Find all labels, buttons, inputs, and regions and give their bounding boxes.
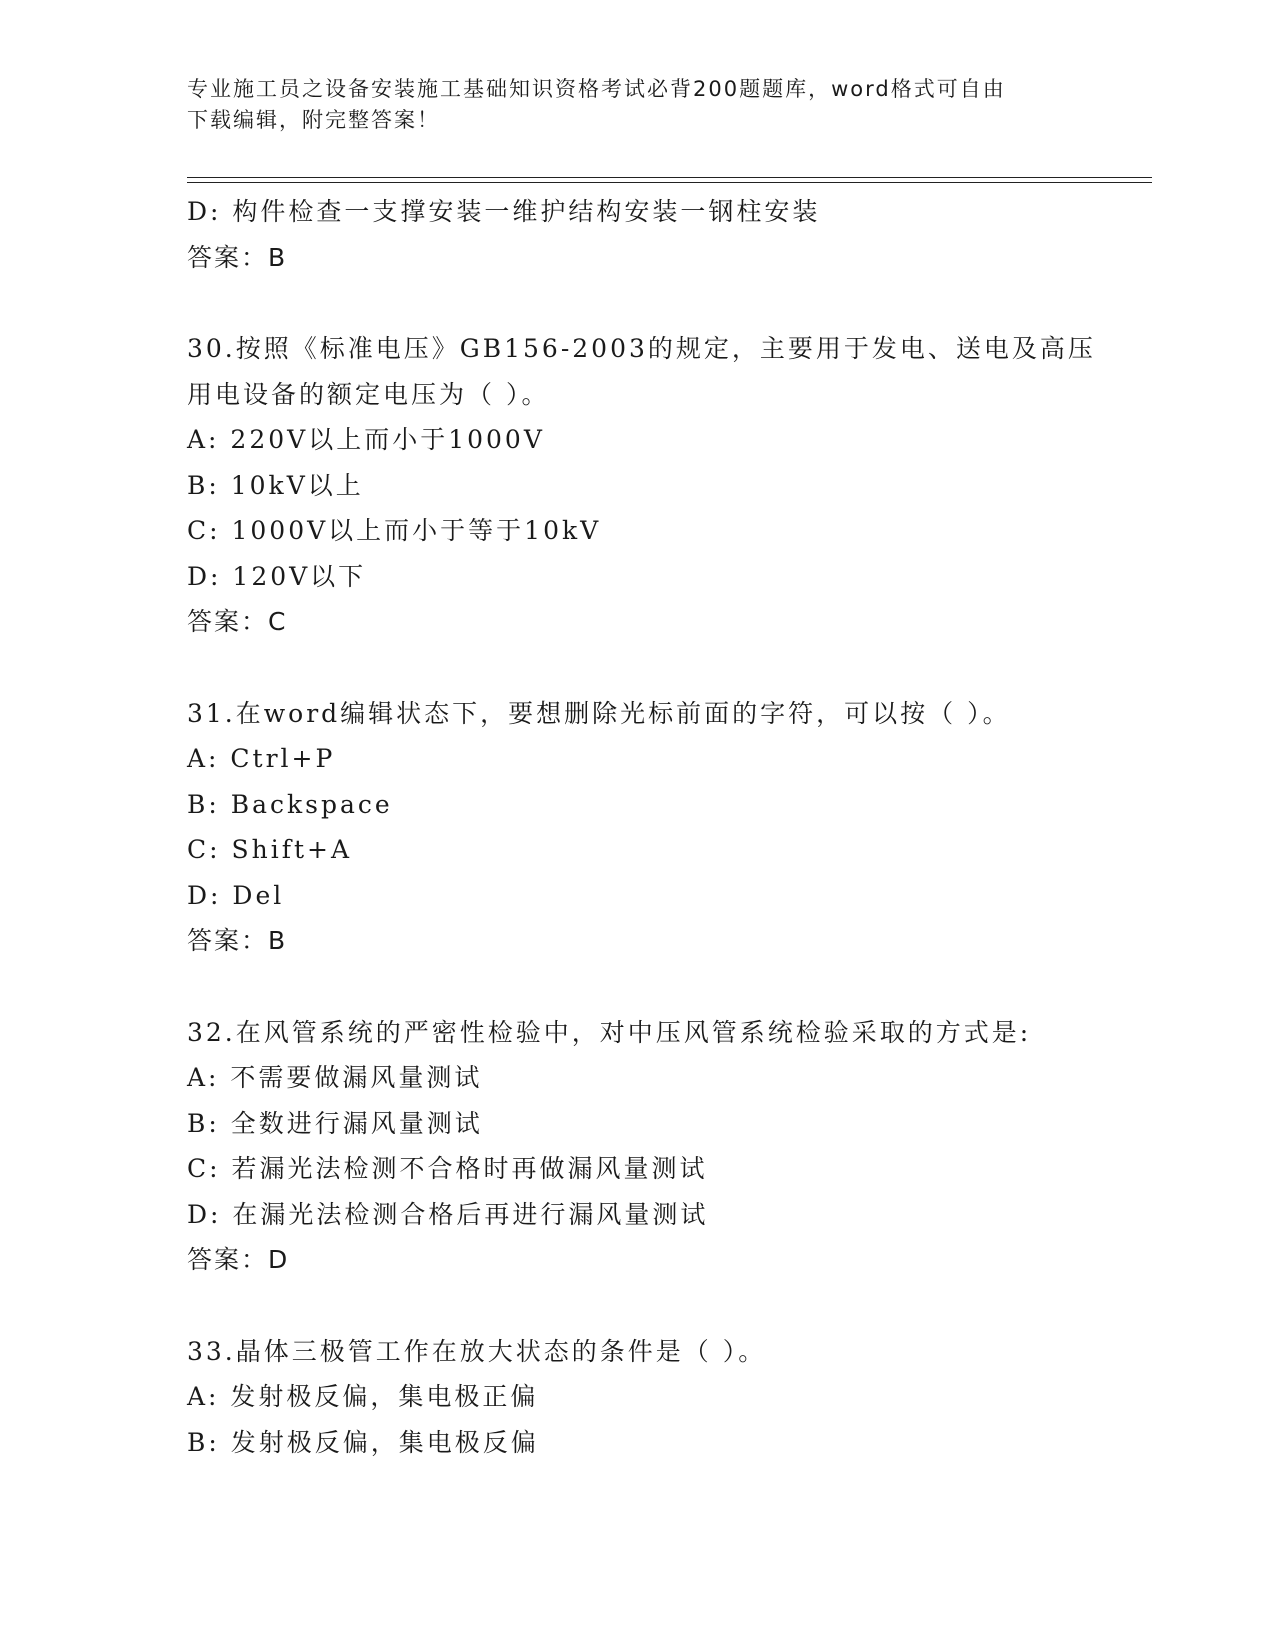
q33-stem-line-1: 33.晶体三极管工作在放大状态的条件是（ ）。 [187, 1336, 767, 1366]
header-line-1: 专业施工员之设备安装施工基础知识资格考试必背200题题库，word格式可自由 [187, 77, 1006, 101]
q30-answer: 答案：C [187, 607, 288, 636]
header-divider-top [187, 177, 1152, 178]
question-31 [187, 691, 1087, 964]
q31-option-a: A: Ctrl+P [187, 744, 336, 773]
q30-stem-line-1: 30.按照《标准电压》GB156-2003的规定，主要用于发电、送电及高压 [187, 334, 1096, 363]
question-33 [187, 1329, 1087, 1466]
q33-option-b: B: 发射极反偏，集电极反偏 [187, 1427, 539, 1457]
q31-answer: 答案：B [187, 926, 288, 955]
q32-option-c: C: 若漏光法检测不合格时再做漏风量测试 [187, 1154, 708, 1183]
question-30 [187, 326, 1096, 645]
header-divider-bottom [187, 182, 1152, 183]
q31-option-d: D: Del [187, 880, 285, 910]
q30-option-d: D: 120V以下 [187, 561, 367, 591]
q32-option-b: B: 全数进行漏风量测试 [187, 1108, 483, 1138]
page-header [187, 74, 1067, 136]
q29-option-d: D: 构件检查一支撑安装一维护结构安装一钢柱安装 [187, 197, 821, 226]
q31-stem-line-1: 31.在word编辑状态下，要想删除光标前面的字符，可以按（ ）。 [187, 698, 1011, 728]
q30-stem-line-2: 用电设备的额定电压为（ ）。 [187, 379, 550, 409]
q30-option-a: A: 220V以上而小于1000V [187, 425, 545, 454]
q30-option-b: B: 10kV以上 [187, 470, 364, 500]
q32-option-d: D: 在漏光法检测合格后再进行漏风量测试 [187, 1199, 709, 1229]
question-32 [187, 1010, 1087, 1283]
q29-answer: 答案：B [187, 242, 288, 272]
q32-answer: 答案：D [187, 1245, 290, 1274]
q31-option-b: B: Backspace [187, 789, 393, 819]
q31-option-c: C: Shift+A [187, 835, 353, 864]
question-list [187, 189, 1096, 1465]
q32-option-a: A: 不需要做漏风量测试 [187, 1063, 483, 1092]
q32-stem-line-1: 32.在风管系统的严密性检验中，对中压风管系统检验采取的方式是: [187, 1017, 1032, 1047]
q30-option-c: C: 1000V以上而小于等于10kV [187, 516, 602, 545]
q33-option-a: A: 发射极反偏，集电极正偏 [187, 1382, 539, 1411]
header-line-2: 下载编辑，附完整答案！ [187, 108, 440, 132]
